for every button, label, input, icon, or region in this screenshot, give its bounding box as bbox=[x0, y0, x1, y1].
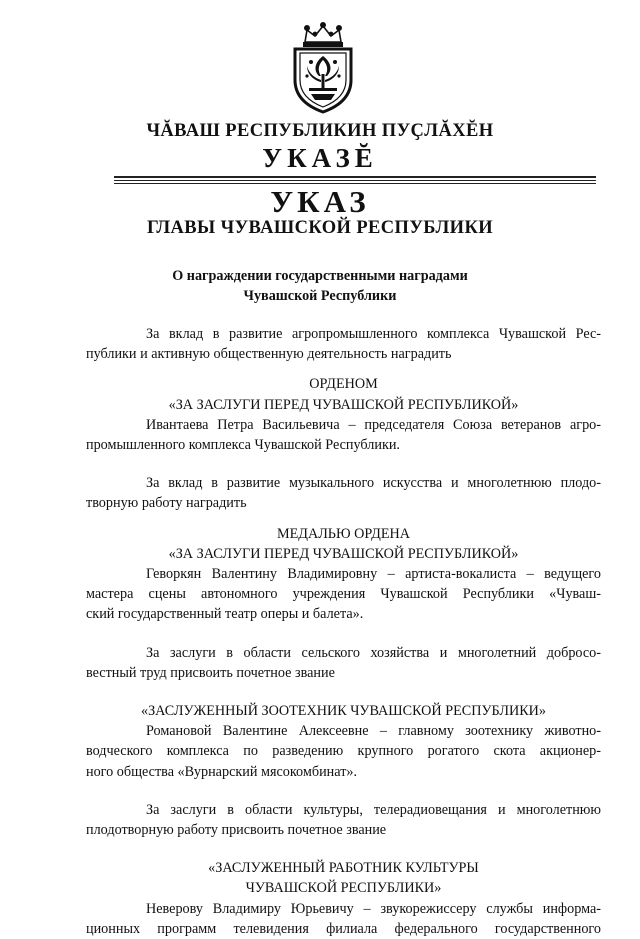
subject-line: Чувашской Республики bbox=[243, 288, 397, 304]
chuvash-coat-of-arms-icon bbox=[285, 22, 361, 114]
text-line: Неверову Владимиру Юрьевичу – звукорежиссеру службы информа- bbox=[146, 900, 601, 917]
award-line: ОРДЕНОМ bbox=[309, 376, 378, 393]
awardee-paragraph bbox=[86, 721, 601, 782]
award-paragraph bbox=[86, 324, 601, 364]
subject-line: О награждении государственными наградами bbox=[172, 268, 468, 284]
awardee-paragraph bbox=[86, 564, 601, 625]
award-name bbox=[86, 374, 601, 414]
text-line: ционных программ телевидения филиала федерального государственного bbox=[86, 920, 601, 937]
award-line: «ЗА ЗАСЛУГИ ПЕРЕД ЧУВАШСКОЙ РЕСПУБЛИКОЙ» bbox=[168, 396, 519, 413]
decree-issuer: ГЛАВЫ ЧУВАШСКОЙ РЕСПУБЛИКИ bbox=[146, 218, 494, 238]
chuvash-decree-title: УКАЗĔ bbox=[262, 143, 378, 173]
header-rule-thick bbox=[114, 176, 596, 178]
text-line: Геворкян Валентину Владимировну – артиста-вокалиста – ведущего bbox=[146, 566, 601, 583]
award-paragraph bbox=[86, 800, 601, 840]
text-line: Ивантаева Петра Васильевича – председателя Союза ветеранов агро- bbox=[146, 416, 601, 433]
text-line: За вклад в развитие агропромышленного комплекса Чувашской Рес- bbox=[146, 326, 601, 342]
award-line: МЕДАЛЬЮ ОРДЕНА bbox=[276, 525, 410, 542]
awardee-paragraph bbox=[86, 415, 601, 455]
text-line: Романовой Валентине Алексеевне – главному зоотехнику животно- bbox=[146, 723, 601, 740]
award-name bbox=[86, 858, 601, 898]
text-line: плодотворную работу присвоить почетное звание bbox=[86, 822, 387, 839]
award-line: «ЗАСЛУЖЕННЫЙ РАБОТНИК КУЛЬТУРЫ bbox=[208, 860, 479, 877]
text-line: мастера сцены автономного учреждения Чувашской Республики «Чуваш- bbox=[86, 586, 601, 603]
award-paragraph bbox=[86, 643, 601, 683]
award-line: «ЗА ЗАСЛУГИ ПЕРЕД ЧУВАШСКОЙ РЕСПУБЛИКОЙ» bbox=[168, 545, 519, 562]
award-line: «ЗАСЛУЖЕННЫЙ ЗООТЕХНИК ЧУВАШСКОЙ РЕСПУБЛИКИ» bbox=[140, 703, 546, 720]
decree-subject bbox=[150, 266, 490, 306]
text-line: публики и активную общественную деятельность наградить bbox=[86, 346, 452, 363]
text-line: вестный труд присвоить почетное звание bbox=[86, 664, 335, 681]
text-line: творную работу наградить bbox=[86, 495, 247, 512]
award-paragraph bbox=[86, 473, 601, 513]
text-line: ного общества «Вурнарский мясокомбинат». bbox=[86, 763, 358, 780]
header-rule-thin bbox=[114, 180, 596, 181]
chuvash-heading: ЧĂВАШ РЕСПУБЛИКИН ПУҪЛĂХĔН bbox=[146, 121, 494, 141]
award-line: ЧУВАШСКОЙ РЕСПУБЛИКИ» bbox=[245, 880, 442, 897]
text-line: промышленного комплекса Чувашской Республики. bbox=[86, 437, 400, 454]
decree-body bbox=[86, 324, 601, 939]
text-line: За заслуги в области культуры, телерадиовещания и многолетнюю bbox=[146, 801, 601, 818]
decree-title: УКАЗ bbox=[270, 184, 370, 219]
award-name bbox=[86, 701, 601, 721]
award-name bbox=[86, 524, 601, 564]
text-line: водческого комплекса по разведению крупного рогатого скота акционер- bbox=[86, 743, 601, 760]
text-line: ский государственный театр оперы и балета». bbox=[86, 606, 364, 623]
text-line: За вклад в развитие музыкального искусства и многолетнюю плодо- bbox=[146, 475, 601, 492]
text-line: За заслуги в области сельского хозяйства и многолетний добросо- bbox=[146, 644, 601, 661]
